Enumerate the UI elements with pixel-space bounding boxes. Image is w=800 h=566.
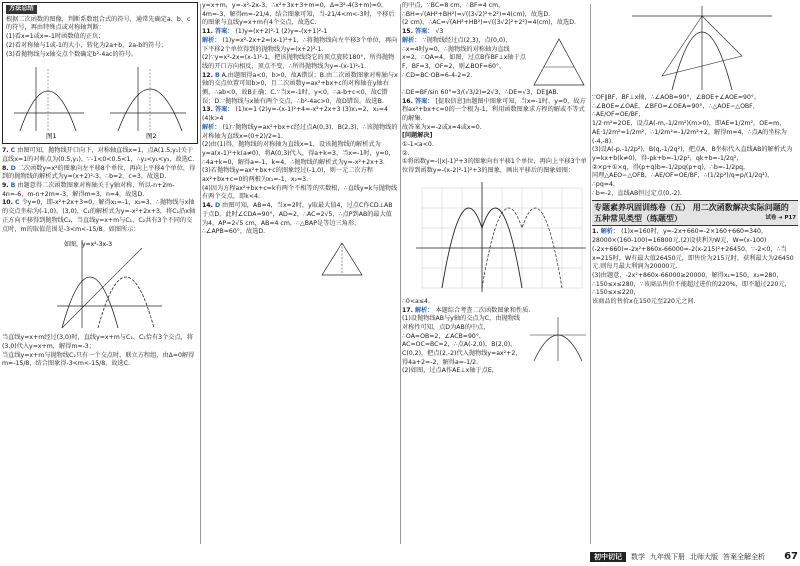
question-14-triangle xyxy=(202,239,398,279)
answer-item-15-solution: 解析： ∵抛物线经过点(2,3)，点(0,0)，∴x=4时y=0，∴抛物线的对称轴为直线x=2，∴OA=4，如图，过点B作BF⊥x轴于点F，BF=3，OF=2，则∠BOF=60°，∴CD=BC·OB=6-4-2=2. xyxy=(402,36,526,79)
answer-item-11: 11. 答案： (1)y=(x+2)²-1 (2)y=-(x+1)²-1 xyxy=(202,28,328,36)
text-line: ∵OF∥BF，BF⊥x轴，∴∠AOB=90°，∠BOE+∠AOE=90°， xyxy=(592,94,761,101)
figure-2-caption: 图2 xyxy=(146,132,157,140)
answer-item-s1: 1. 解析： (1)x=160时，y=-2x+660=-2×160+660=340，28000×(160-100)=16800元.(2)设获利为W元，W=(x-100)(-2x+660)=-2x²+860x-66000=-2(x-215)²+26450，∵-2<0，∴当x=215时，W有最大值26450元，即售价为215元时，获利最大为26450元.则每月最大利润为20000元. xyxy=(592,228,794,271)
answer-item-16-line: 故答案为x=-2或x=4或x=0. xyxy=(402,123,482,131)
q15-triangle xyxy=(534,39,584,85)
question-16-graph-svg xyxy=(402,178,588,296)
answer-item-17: 17. 解析： 本题综合考查二次函数图象和性质. xyxy=(402,306,531,314)
q10-tail-line: 当直线y=x+m与抛物线C₂只有一个交点时，联立方程组，由Δ=0解得m=-15/8，结合图象得-3<m<-15/8，故选C. xyxy=(2,351,195,368)
answer-item-13-part3: (3)若抛物线y=ax²+bx+c的图象经过(-1,0)，则一元二次方程ax²+bx+c=0的两根为x₁=-1，x₂=3. xyxy=(202,167,373,184)
answer-item-16: 16. 答案： [提取信息]由题图中图象可知，当x=-1时，y=0，故方程ax²+bx+c=0的一个根为-1，利用函数图象求方程的解或不等式的解集. xyxy=(402,97,586,122)
answer-item-11-part2: (2)∵y=x²-2x=(x-1)²-1，把该抛物线绕它的顶点旋转180°，所得抛物线的开口方向相反，顶点不变，∴所得抛物线为y=-(x-1)²-1. xyxy=(202,54,395,70)
footer-subject: 数学 xyxy=(631,552,645,561)
question-10-graph xyxy=(2,236,198,332)
footer-tag: 答案全解全析 xyxy=(723,552,765,561)
q17-text xyxy=(402,315,525,367)
footer-grade: 九年级下册 xyxy=(650,552,685,561)
section-ref: 试卷 ➜ P17 xyxy=(765,215,796,222)
q10-caption: 如图，y=x²-3x-3 xyxy=(64,241,113,249)
answer-item-10: 10. C 令y=0，即-x²+2x+3=0，解得x₁=-1，x₂=3，∴抛物线与x轴的交点坐标为(-1,0)，(3,0)，C₁的解析式为y=-x²+2x+3，将C₁沿x轴正方向平移得到抛物线C₂，当直线y=x+m与C₁、C₂共有3个不同的交点时，m的取值范围是-3<m<-15/8。如图所示： xyxy=(2,199,196,233)
answer-item-16-line: ②. xyxy=(402,149,410,157)
section-header xyxy=(592,200,798,226)
answer-item-13-part2: (2)由(1)得，抛物线的对称轴为直线x=1，设该抛物线的解析式为y=a(x-1)²+k(a≠0)，将A(0,3)代入，得a+k=3，当x=-1时，y=0，∴4a+k=0，解得a=-1，k=4，∴抛物线的解析式为y=-x²+2x+3. xyxy=(202,141,395,166)
answer-item-14: 14. D 由图可知，AB=4，当x=2时，y取最大值4，过点C作CD⊥AB于点D，此时∠CDA=90°，AD=2，∴AC=2√5，∴点P到AB的最大值为4，AP=2√5 cm，AB=4 cm，∴△BAP是等边三角形，∴∠APB=60°，故选D. xyxy=(202,202,393,236)
question-17-graph-2-svg xyxy=(592,4,798,92)
text-line: 1/2·m²=2OE，设点A(-m,-1/2m²)(m>0)，即AE=1/2m²，OE=m， xyxy=(592,120,786,128)
answer-item-7: 7. C 由图可知，抛物线开口向下，对称轴直线x=1，点A(1.5,y₁)关于直线x=1的对称点为(0.5,y₁)，∵-1<0<0.5<1，∴y₂<y₁<y₃，故选C. xyxy=(2,147,195,163)
column-1 xyxy=(2,2,198,546)
text-line: AE·1/2m²=1/2m²，∴1/2m²=-1/2m²+2，解得m=4，∴点A的坐标为(-4,-8). xyxy=(592,128,787,145)
method-line: 根据二次函数的图像，判断系数组合式的符号，通常先确定a、b、c的符号，再由特殊点或对称轴判断： xyxy=(6,15,191,32)
text-line: ∴b=-2，直线AB恒过定点(0,-2). xyxy=(592,189,682,197)
answer-item-16-line: ①将函数y=-(|x|-1)²+3的图象向右平移1个单位，再向上平移3个单位得到函数y=-(x-2)²-1)²+3的图象，画出平移后的图象如图： xyxy=(402,158,587,175)
answer-item-17-line: ∴OA=OB=2，∠ACB=90°，AC=OC=BC=2，∴点A(-2,0)，B(2,0)，C(0,2)，把点(2,-2)代入抛物线y=ax²+2，得4a+2=-2，解得a=-1/2. xyxy=(402,332,522,366)
q16-grid xyxy=(422,188,582,288)
answer-item-15-part2: ∴DE=BF/sin 60°=3/(√3/2)=2√3，∴DE=√3，DE∥AB. xyxy=(402,88,559,96)
brand-logo: 初中切记 xyxy=(590,552,626,563)
q15-figure xyxy=(530,37,588,89)
answer-item-13-solution: 解析： (1)∵抛物线y=ax²+bx+c经过点A(0,3)、B(2,3)，∴该抛物线的对称轴为直线x=(0+2)/2=1. xyxy=(202,123,398,140)
answer-item-s1-conclusion: 该商品的售价x在150元至220元之间. xyxy=(592,298,696,306)
question-14-triangle-svg xyxy=(202,239,392,279)
question-17-graph-2 xyxy=(592,4,798,92)
answer-item-8: 8. D 二次函数y=x²的图象向左平移8个单位，再向上平移4个单位，得到的抛物线的解析式为y=(x+2)²-3，∴b=2，c=3，故选D. xyxy=(2,164,196,181)
q17-figure xyxy=(528,315,588,363)
answer-item-16-heading: [问题解决] xyxy=(402,132,433,140)
q16-axes xyxy=(416,182,586,292)
answer-item-12: 12. B A.由题图得a<0，b>0，故A错误；B.由二次函数图象对称轴与x轴的交点位置可知b>0，且二次函数y=ax²+bx+c的对称轴在y轴右侧，∴ab<0，故B正确；C.∵当x=-1时，y<0，∴a-b+c<0，故C错误；D.∵抛物线与x轴有两个交点，∴b²-4ac>0，故D错误。故选B. xyxy=(202,71,398,105)
answer-item-15: 15. 答案： √3 xyxy=(402,28,444,36)
answer-item-s1-part3: (3)由题意，-2x²+860x-66000≥20000，解得x₁=150，x₂=280，∴150≤x≤280，∵该商品售价不能超过进价的220%，即不超过220元，∴150≤x≤220， xyxy=(592,271,791,297)
parabola-figures-svg xyxy=(6,61,192,139)
column-4 xyxy=(592,2,798,546)
question-10-graph-svg xyxy=(2,236,192,332)
q10-line xyxy=(62,248,142,328)
text-line: (3)设A(-p,-1/2p²)，B(q,-1/2q²)，把点A、B坐标代入直线AB的解析式为y=kx+b(k≠0)，得-pk+b=-1/2p²，qk+b=-1/2q²， xyxy=(592,146,793,162)
answer-item-17-line: (2)如图，过点A作AE⊥x轴于点E， xyxy=(402,367,498,375)
answer-item-11-solution: 解析： (1)y=x²-2x+2=(x-1)²+1，∴将抛物线向左平移3个单位，再向下平移2个单位得到的抛物线为y=(x+2)²-1. xyxy=(202,36,398,53)
q16-graph-caption: ∴0<a≤4. xyxy=(402,297,430,305)
section-title: 专题素养巩固训练卷（五） 用二次函数解决实际问题的五种常见类型（练题型） xyxy=(594,203,789,224)
text-line: 的中点，∵BC=8 cm，∴BF=4 cm，∴BH=√(AH²+BH²)=√((3√2)²+2²)=4(cm)，故选D. xyxy=(402,2,551,18)
answer-item-13: 13. 答案： (1)x=1 (2)y=-(x-1)²+4=-x²+2x+3 (3)x₁=2，x₂=4 (4)k>4 xyxy=(202,106,388,123)
method-line: (1)看x=1或x=-1时函数值的正负； xyxy=(6,33,105,41)
q17-row xyxy=(402,315,588,367)
question-16-graph xyxy=(402,178,588,296)
text-line: 4m=-3，解得m=-21/4，结合图象可知，当-21/4<m<-3时，平移后的图象与直线y=x+m有4个交点，故选C. xyxy=(202,10,395,27)
footer-edition: 北师大版 xyxy=(690,552,718,561)
figure-1-caption: 图1 xyxy=(46,132,57,140)
method-summary-title: 方法总结 xyxy=(6,5,37,14)
column-3 xyxy=(402,2,588,546)
answer-item-16-line: ①-1<a<0. xyxy=(402,141,434,149)
answer-item-9: 9. B 由题意得二次函数图象对称轴关于y轴对称，所以-n+2m-4n=-6，m-n+2m=-3，解得m=3，n=4，故选D. xyxy=(2,182,175,198)
q10-parabola-c2 xyxy=(98,277,154,328)
q10-parabola-c1 xyxy=(62,277,118,328)
text-line: ②×p+①×q，得(p+q)b=-1/2pq(p+q)，∴b=-1/2pq， xyxy=(592,163,750,171)
figure-2-axes xyxy=(110,67,186,131)
text-line: ∴∠BOE=∠OAE，∠BFO=∠OEA=90°，∴△AOE∽△OBF，∴AE/OF=OE/BF， xyxy=(592,102,759,119)
text-line: y=x+m，y=-x²-2x-3，∴x²+3x+3+m=0，Δ=3²-4(3+m)=0， xyxy=(202,2,388,9)
q17-axes xyxy=(632,6,772,90)
q10-axes xyxy=(57,240,162,328)
figure-1-axes xyxy=(14,67,84,131)
method-summary-box xyxy=(2,2,198,144)
page-footer xyxy=(590,550,798,564)
q15-row xyxy=(402,37,588,89)
parabola-figures xyxy=(6,61,194,139)
method-line: (3)看抛物线与x轴交点个数确定b²-4ac的符号。 xyxy=(6,50,138,58)
column-2 xyxy=(202,2,398,546)
q10-tail-line: 当直线y=x+m经过(3,0)时，直线y=x+m与C₁、C₂恰有3个交点，将(3,0)代入y=x+m，解得m=-3； xyxy=(2,334,194,350)
answer-item-17-line: (1)设抛物线AB与y轴的交点为C，由抛物线对称性可知，点D为AB的中点， xyxy=(402,315,521,331)
text-line: (2 cm)，∴AC=√(AH²+HB²)=√((3√2)²+2²)=4(cm)，故选D. xyxy=(402,19,576,27)
text-line: 同理△AEO∽△OFB，∴AE/OF=OE/BF，∴(1/2p²)/q=p/(1/2q²)，∴pq=4， xyxy=(592,172,774,189)
page-number: 67 xyxy=(784,550,798,562)
method-line: (2)看对称轴与1或-1的大小，转化为2a+b、2a-b的符号； xyxy=(6,41,167,49)
answer-item-13-part4: (4)因为方程ax²+bx+c=k有两个不相等的实数根，∴直线y=k与抛物线有两个交点，即k<4. xyxy=(202,184,398,201)
